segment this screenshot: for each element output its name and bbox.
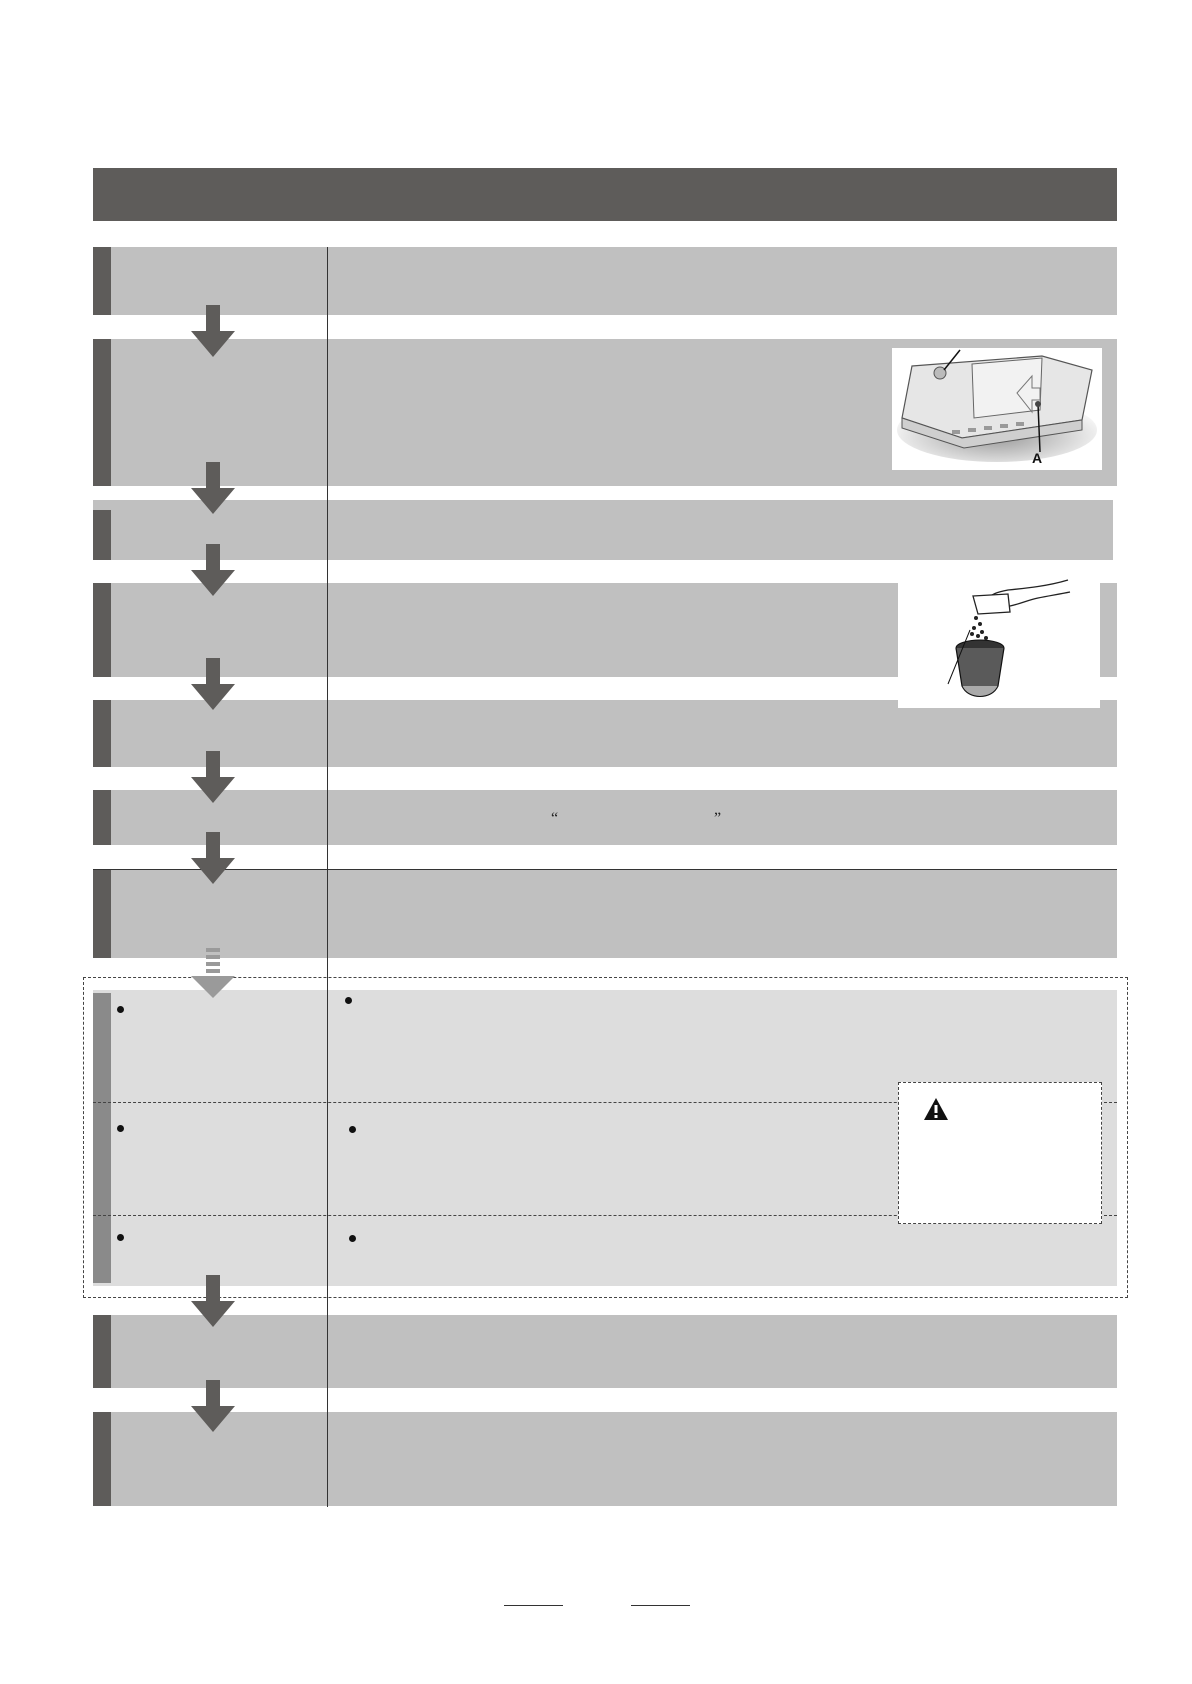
arrow-down-icon <box>191 751 235 803</box>
column-separator <box>327 247 328 1507</box>
footer-line-right <box>631 1605 690 1606</box>
callout-label-a: A <box>1032 450 1043 466</box>
detergent-dispenser-image <box>892 348 1102 470</box>
bullet-icon <box>349 1235 356 1242</box>
step-marker <box>93 1412 111 1506</box>
step-marker <box>93 339 111 486</box>
step-marker <box>93 247 111 315</box>
warning-box <box>898 1082 1102 1224</box>
arrow-down-icon <box>191 832 235 884</box>
bullet-icon <box>117 1006 124 1013</box>
open-quote: “ <box>551 810 559 827</box>
close-quote: ” <box>714 810 722 827</box>
bullet-icon <box>117 1125 124 1132</box>
step-row-3 <box>93 500 1113 560</box>
arrow-down-icon <box>191 544 235 596</box>
arrow-down-icon <box>191 462 235 514</box>
arrow-down-icon <box>191 658 235 710</box>
bullet-icon <box>345 997 352 1004</box>
header-bar <box>93 168 1117 221</box>
step-row-6 <box>93 790 1117 845</box>
salt-pouring-image <box>898 578 1100 708</box>
arrow-down-icon <box>191 1380 235 1432</box>
step-marker <box>93 583 111 677</box>
option-marker <box>93 993 111 1283</box>
step-row-9 <box>93 1412 1117 1506</box>
step-row-8 <box>93 1315 1117 1388</box>
step-marker <box>93 870 111 958</box>
arrow-down-icon-faded <box>191 948 235 1000</box>
salt-pouring-illustration <box>898 578 1100 708</box>
divider-line <box>93 869 1117 870</box>
footer-line-left <box>504 1605 563 1606</box>
step-marker <box>93 790 111 845</box>
step-row-1 <box>93 247 1117 315</box>
arrow-down-icon <box>191 1275 235 1327</box>
warning-triangle-icon <box>923 1097 949 1121</box>
step-marker <box>93 700 111 767</box>
step-marker <box>93 1315 111 1388</box>
step-marker <box>93 510 111 560</box>
option-row-3 <box>93 1215 1117 1286</box>
bullet-icon <box>117 1234 124 1241</box>
step-row-5 <box>93 700 1117 767</box>
step-row-7 <box>93 870 1117 958</box>
dispenser-illustration <box>892 348 1102 470</box>
bullet-icon <box>349 1126 356 1133</box>
arrow-down-icon <box>191 305 235 357</box>
